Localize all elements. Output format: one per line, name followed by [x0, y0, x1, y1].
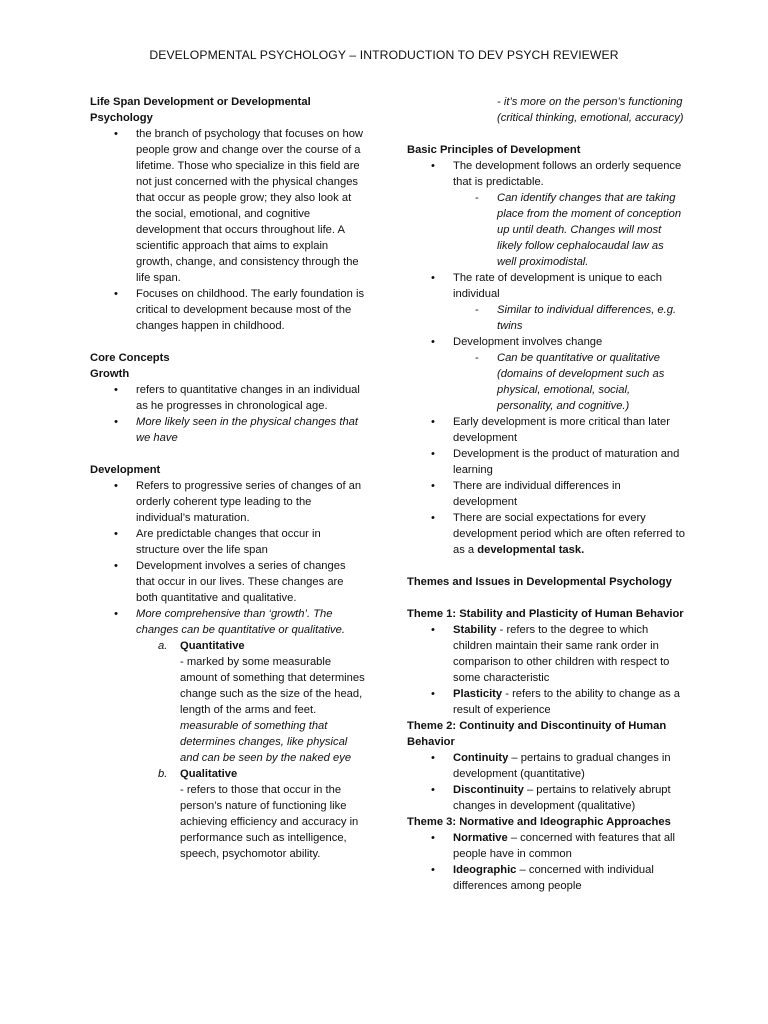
- item-term: developmental task.: [477, 544, 585, 556]
- sub-note: - Similar to individual differences, e.g. twins: [407, 302, 685, 334]
- development-list: [90, 478, 366, 638]
- list-item: [407, 622, 685, 686]
- theme-3-list: [407, 830, 685, 894]
- principles-list: [407, 414, 685, 558]
- sub-item-qualitative: [90, 766, 366, 782]
- heading-basic-principles: Basic Principles of Development: [407, 144, 581, 156]
- quantitative-note: measurable of something that determines changes, like physical and can be seen by the naked eye: [180, 720, 352, 764]
- term: Continuity: [453, 752, 509, 764]
- list-item: • More comprehensive than ‘growth’. The changes can be quantitative or qualitative.: [90, 606, 366, 638]
- sub-item-title: Qualitative: [180, 768, 238, 780]
- theme-1-heading: Theme 1: Stability and Plasticity of Human Behavior: [407, 608, 684, 620]
- definition: – concerned with features that all people have in common: [453, 832, 676, 860]
- list-item: • Development involves change: [407, 334, 685, 350]
- sub-item-label: b.: [158, 768, 168, 780]
- list-item: • The rate of development is unique to each individual: [407, 270, 685, 302]
- quantitative-text: - marked by some measurable amount of something that determines change such as the size of the head, length of the arms and feet.: [180, 656, 365, 716]
- principles-list: [407, 334, 685, 350]
- list-item: [407, 862, 685, 894]
- document-title: DEVELOPMENTAL PSYCHOLOGY – INTRODUCTION TO DEV PSYCH REVIEWER: [149, 48, 619, 62]
- left-column: [90, 94, 366, 862]
- definition: – pertains to relatively abrupt changes in development (qualitative): [453, 784, 671, 812]
- list-item: [407, 830, 685, 862]
- sub-item-quantitative: [90, 638, 366, 654]
- sub-item-label: a.: [158, 640, 168, 652]
- item-text: There are social expectations for every development period which are often referred to as a: [453, 512, 685, 556]
- carry-over-note: - it’s more on the person’s functioning (critical thinking, emotional, accuracy): [497, 96, 684, 124]
- list-item: [407, 510, 685, 558]
- list-item: [407, 750, 685, 782]
- term: Plasticity: [453, 688, 503, 700]
- qualitative-text: - refers to those that occur in the person’s nature of functioning like achieving efficiency and accuracy in performance such as intelligence, speech, psychomotor ability.: [180, 784, 359, 860]
- sub-note: - Can identify changes that are taking place from the moment of conception up until death. Changes will most likely follow cephalocaudal law as well proximodistal.: [407, 190, 685, 270]
- list-item: • refers to quantitative changes in an individual as he progresses in chronological age.: [90, 382, 366, 414]
- list-item: • the branch of psychology that focuses on how people grow and change over the course of a lifetime. Those who specialize in this field are not just concerned with the physical changes that occur as people grow; they also look at the social, emotional, and cognitive development that occurs throughout life. A scientific approach that aims to explain growth, change, and consistency through the life span.: [90, 126, 366, 286]
- principles-list: [407, 158, 685, 190]
- list-item: • Refers to progressive series of changes of an orderly coherent type leading to the individual’s maturation.: [90, 478, 366, 526]
- definition: - refers to the ability to change as a result of experience: [453, 688, 680, 716]
- list-item: • More likely seen in the physical changes that we have: [90, 414, 366, 446]
- right-column: [407, 94, 685, 894]
- heading-development: Development: [90, 464, 161, 476]
- list-item: • Focuses on childhood. The early foundation is critical to development because most of the changes happen in childhood.: [90, 286, 366, 334]
- list-item: [407, 782, 685, 814]
- list-item: [407, 686, 685, 718]
- list-item: • There are individual differences in development: [407, 478, 685, 510]
- heading-core-concepts: Core Concepts: [90, 352, 170, 364]
- heading-themes: Themes and Issues in Developmental Psychology: [407, 576, 672, 588]
- theme-1-list: [407, 622, 685, 718]
- definition: – pertains to gradual changes in development (quantitative): [453, 752, 671, 780]
- heading-life-span: Life Span Development or Developmental Psychology: [90, 96, 311, 124]
- theme-2-list: [407, 750, 685, 814]
- list-item: • Development is the product of maturation and learning: [407, 446, 685, 478]
- definition: – concerned with individual differences among people: [453, 864, 654, 892]
- list-item: • Development involves a series of changes that occur in our lives. These changes are both quantitative and qualitative.: [90, 558, 366, 606]
- theme-3-heading: Theme 3: Normative and Ideographic Approaches: [407, 816, 671, 828]
- term: Discontinuity: [453, 784, 524, 796]
- list-item: • The development follows an orderly sequence that is predictable.: [407, 158, 685, 190]
- definition: - refers to the degree to which children maintain their same rank order in comparison to other children with respect to some characteristic: [453, 624, 670, 684]
- heading-growth: Growth: [90, 368, 130, 380]
- sub-item-title: Quantitative: [180, 640, 245, 652]
- term: Ideographic: [453, 864, 517, 876]
- list-item: • Are predictable changes that occur in structure over the life span: [90, 526, 366, 558]
- term: Stability: [453, 624, 497, 636]
- life-span-list: [90, 126, 366, 334]
- theme-2-heading: Theme 2: Continuity and Discontinuity of Human Behavior: [407, 720, 667, 748]
- principles-list: [407, 270, 685, 302]
- growth-list: [90, 382, 366, 446]
- term: Normative: [453, 832, 508, 844]
- list-item: • Early development is more critical than later development: [407, 414, 685, 446]
- sub-note: - Can be quantitative or qualitative (domains of development such as physical, emotional, social, personality, and cognitive.): [407, 350, 685, 414]
